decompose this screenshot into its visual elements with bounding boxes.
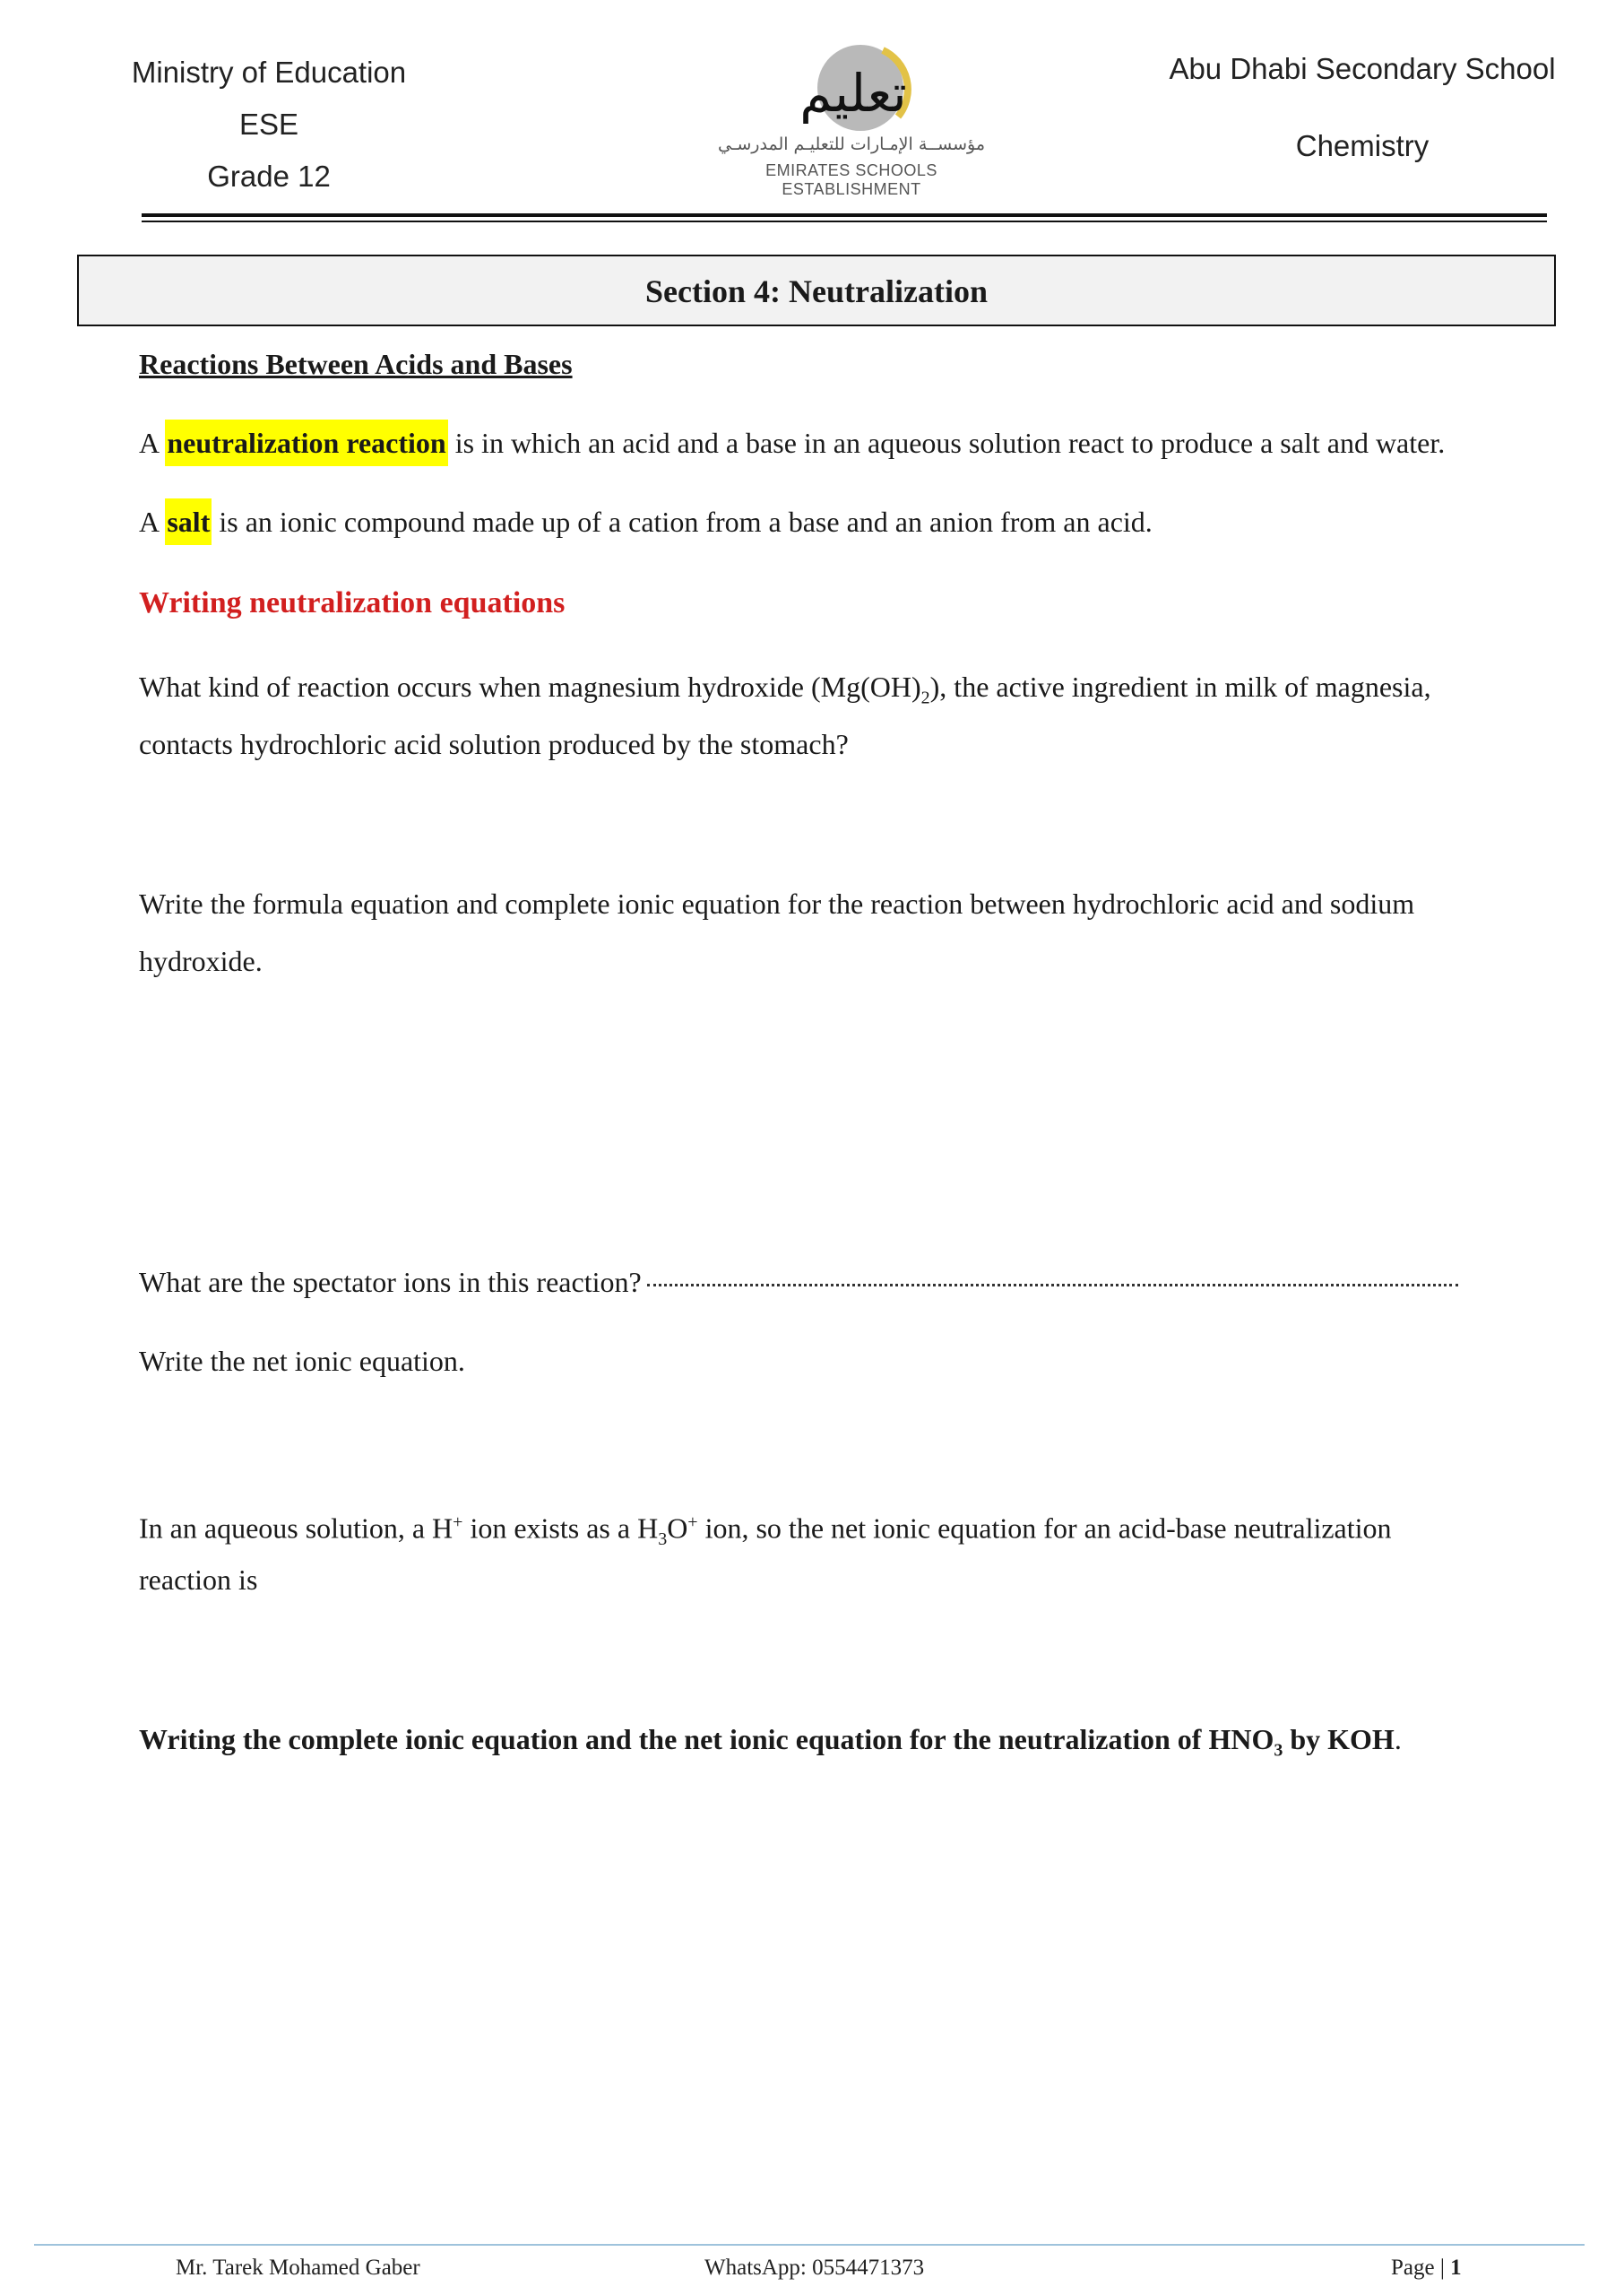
aqueous-sup-1: + — [453, 1512, 463, 1532]
aqueous-text-c: O — [667, 1511, 688, 1545]
final-task-text-b: by KOH — [1283, 1723, 1395, 1755]
question-3 — [139, 1253, 1458, 1311]
aqueous-line-2: reaction is — [139, 1563, 258, 1596]
header-right-block — [1156, 47, 1568, 169]
header-left-block — [125, 47, 412, 203]
term-salt: salt — [165, 498, 212, 545]
final-task-subscript: 3 — [1274, 1740, 1283, 1761]
footer-page — [1391, 2256, 1462, 2281]
ese-label: ESE — [238, 108, 299, 141]
aqueous-line-1 — [139, 1494, 1392, 1568]
aqueous-text-b: ion exists as a H — [462, 1511, 659, 1545]
final-task-period: . — [1394, 1723, 1402, 1755]
grade-label: Grade 12 — [207, 160, 331, 193]
definition-neutralization — [139, 414, 1445, 472]
subheading: Reactions Between Acids and Bases — [139, 348, 573, 380]
spectator-ions-question: What are the spectator ions in this reaction? — [139, 1266, 642, 1298]
logo-caption-arabic: مؤسســة الإمـارات للتعليـم المدرسـي — [717, 134, 986, 154]
answer-dotted-line — [647, 1284, 1458, 1286]
question-2-line-2: hydroxide. — [139, 945, 263, 977]
q1-subscript: 2 — [920, 688, 930, 708]
logo-arabic-word: تعليم — [799, 63, 907, 124]
writing-heading: Writing neutralization equations — [139, 586, 566, 619]
aqueous-sup-2: + — [687, 1512, 698, 1532]
aqueous-sub-1: 3 — [658, 1529, 668, 1550]
aqueous-text-d: ion, so the net ionic equation for an acid-base neutralization — [697, 1511, 1392, 1545]
footer-whatsapp: WhatsApp: 0554471373 — [704, 2256, 925, 2280]
definition-pre: A — [139, 427, 159, 459]
definition-text: is an ionic compound made up of a cation from a base and an anion from an acid. — [219, 506, 1153, 538]
section-title-box — [77, 255, 1556, 326]
footer-author: Mr. Tarek Mohamed Gaber — [176, 2256, 420, 2280]
footer-rule — [34, 2244, 1585, 2246]
term-neutralization-reaction: neutralization reaction — [165, 420, 447, 466]
subheading-line — [139, 335, 573, 393]
final-task-text-a: Writing the complete ionic equation and the net ionic equation for the neutralization of HNO — [139, 1723, 1274, 1755]
question-4: Write the net ionic equation. — [139, 1345, 465, 1377]
q1-text-b: ), the active ingredient in milk of magnesia, — [929, 671, 1431, 703]
question-1-line-2: contacts hydrochloric acid solution produced by the stomach? — [139, 728, 849, 760]
header-rule-thin — [142, 221, 1547, 222]
page-label: Page | — [1391, 2256, 1451, 2280]
school-name: Abu Dhabi Secondary School — [1169, 52, 1556, 85]
writing-heading-line — [139, 574, 565, 632]
ministry-label: Ministry of Education — [131, 56, 407, 89]
logo-caption-english: EMIRATES SCHOOLS ESTABLISHMENT — [765, 161, 937, 198]
section-title: Section 4: Neutralization — [645, 273, 988, 309]
definition-text: is in which an acid and a base in an aqueous solution react to produce a salt and water. — [454, 427, 1446, 459]
header-rule-thick — [142, 213, 1547, 217]
subject-name: Chemistry — [1295, 129, 1430, 162]
definition-pre: A — [139, 506, 159, 538]
question-2-line-1: Write the formula equation and complete ionic equation for the reaction between hydrochloric acid and sodium — [139, 888, 1415, 920]
q1-text-a: What kind of reaction occurs when magnesium hydroxide (Mg(OH) — [139, 671, 921, 703]
aqueous-text-a: In an aqueous solution, a H — [139, 1511, 454, 1545]
final-task — [139, 1710, 1402, 1779]
definition-salt — [139, 493, 1153, 550]
page-number: 1 — [1450, 2256, 1462, 2280]
